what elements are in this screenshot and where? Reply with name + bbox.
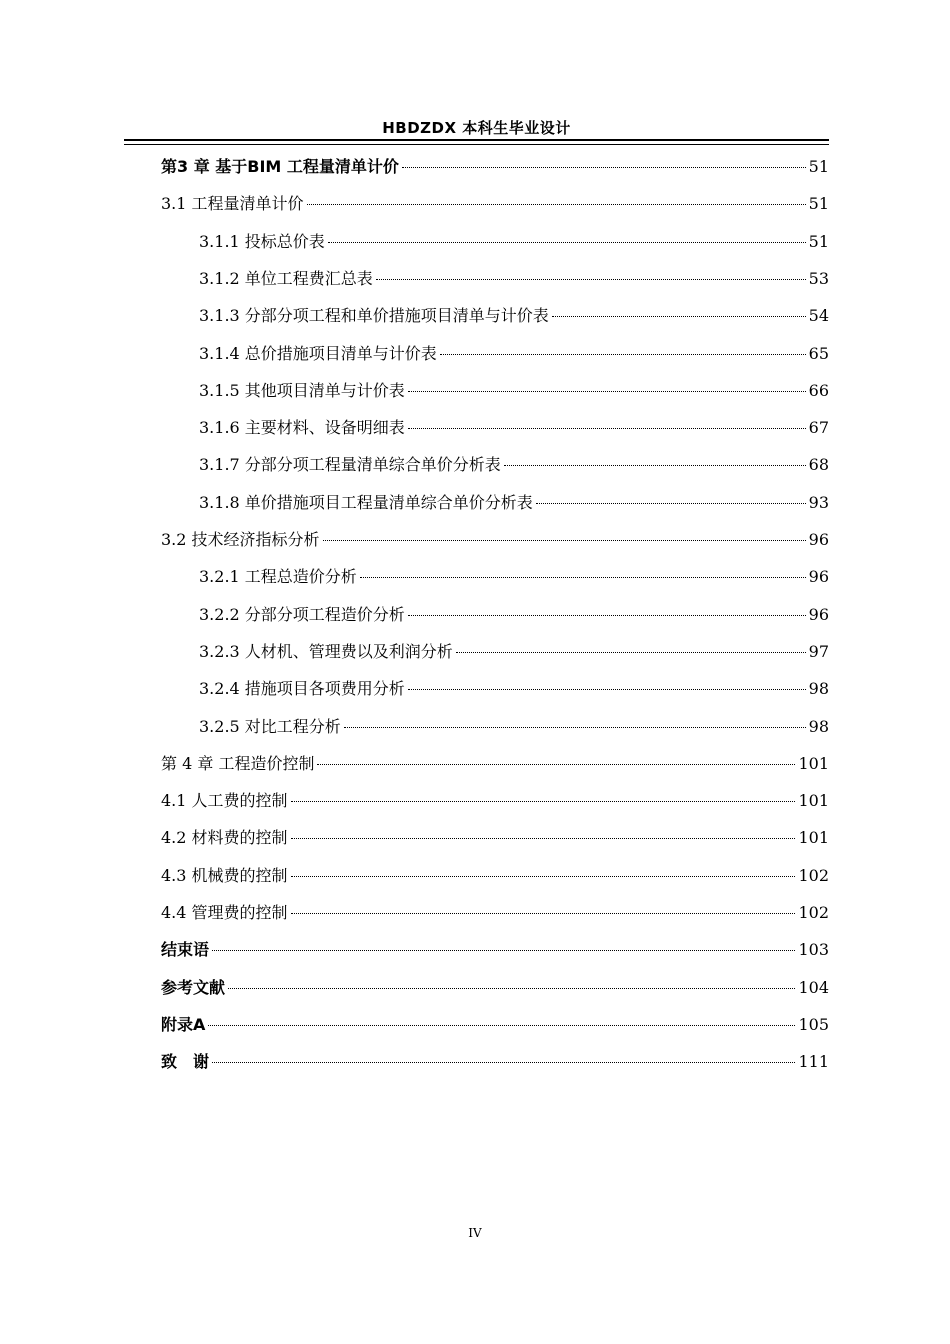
toc-entry[interactable] bbox=[161, 193, 829, 215]
toc-dot-leader bbox=[456, 652, 806, 653]
toc-entry-label: 3.1.8 单价措施项目工程量清单综合单价分析表 bbox=[199, 493, 533, 512]
toc-entry[interactable] bbox=[161, 939, 829, 961]
toc-dot-leader bbox=[212, 1062, 795, 1063]
toc-entry-page: 101 bbox=[798, 828, 829, 847]
toc-entry-page: 67 bbox=[808, 418, 829, 437]
toc-entry-page: 93 bbox=[808, 493, 829, 512]
toc-entry-label: 3.2.3 人材机、管理费以及利润分析 bbox=[199, 642, 453, 661]
toc-entry-label: 3.2.2 分部分项工程造价分析 bbox=[199, 605, 405, 624]
toc-entry-page: 96 bbox=[808, 605, 829, 624]
toc-entry-label: 4.1 人工费的控制 bbox=[161, 791, 288, 810]
header-rule-thick bbox=[124, 139, 829, 141]
toc-entry-page: 97 bbox=[808, 642, 829, 661]
toc-dot-leader bbox=[212, 950, 795, 951]
toc-entry[interactable] bbox=[199, 305, 829, 327]
toc-entry[interactable] bbox=[161, 977, 829, 999]
toc-entry-page: 102 bbox=[798, 903, 829, 922]
toc-entry[interactable] bbox=[161, 529, 829, 551]
toc-entry-label: 3.1 工程量清单计价 bbox=[161, 194, 304, 213]
toc-dot-leader bbox=[402, 167, 806, 168]
toc-dot-leader bbox=[307, 204, 806, 205]
toc-entry[interactable] bbox=[199, 417, 829, 439]
toc-entry-label: 3.1.5 其他项目清单与计价表 bbox=[199, 381, 405, 400]
toc-dot-leader bbox=[208, 1025, 795, 1026]
toc-dot-leader bbox=[552, 316, 806, 317]
toc-dot-leader bbox=[291, 801, 796, 802]
toc-entry[interactable] bbox=[199, 454, 829, 476]
toc-dot-leader bbox=[344, 727, 806, 728]
toc-dot-leader bbox=[408, 428, 806, 429]
toc-entry-label: 3.1.4 总价措施项目清单与计价表 bbox=[199, 344, 437, 363]
toc-entry[interactable] bbox=[199, 566, 829, 588]
toc-entry-page: 65 bbox=[808, 344, 829, 363]
toc-entry[interactable] bbox=[199, 678, 829, 700]
toc-entry-page: 53 bbox=[808, 269, 829, 288]
toc-dot-leader bbox=[291, 913, 796, 914]
toc-entry-page: 105 bbox=[798, 1015, 829, 1034]
toc-entry-label: 3.2 技术经济指标分析 bbox=[161, 530, 320, 549]
page-number: IV bbox=[468, 1226, 482, 1240]
toc-dot-leader bbox=[317, 764, 795, 765]
toc-entry[interactable] bbox=[199, 268, 829, 290]
toc-entry-page: 104 bbox=[798, 978, 829, 997]
toc-entry-page: 102 bbox=[798, 866, 829, 885]
toc-entry[interactable] bbox=[161, 1051, 829, 1073]
toc-entry-label: 3.1.6 主要材料、设备明细表 bbox=[199, 418, 405, 437]
toc-entry-label: 3.1.2 单位工程费汇总表 bbox=[199, 269, 373, 288]
toc-entry-label: 4.4 管理费的控制 bbox=[161, 903, 288, 922]
toc-entry-label: 致 谢 bbox=[161, 1052, 210, 1071]
toc-entry-page: 101 bbox=[798, 754, 829, 773]
toc-entry[interactable] bbox=[161, 827, 829, 849]
toc-entry-label: 4.2 材料费的控制 bbox=[161, 828, 288, 847]
toc-entry[interactable] bbox=[199, 716, 829, 738]
toc-entry-label: 第3 章 基于BIM 工程量清单计价 bbox=[161, 157, 399, 176]
toc-entry[interactable] bbox=[161, 156, 829, 178]
toc-dot-leader bbox=[536, 503, 806, 504]
toc-entry-page: 98 bbox=[808, 679, 829, 698]
toc-dot-leader bbox=[323, 540, 806, 541]
toc-dot-leader bbox=[360, 577, 806, 578]
toc-dot-leader bbox=[408, 689, 806, 690]
toc-entry-label: 附录A bbox=[161, 1015, 206, 1034]
toc-entry[interactable] bbox=[161, 1014, 829, 1036]
toc-entry-page: 51 bbox=[808, 194, 829, 213]
toc-entry-label: 3.2.1 工程总造价分析 bbox=[199, 567, 357, 586]
toc-entry[interactable] bbox=[199, 641, 829, 663]
toc-entry[interactable] bbox=[199, 492, 829, 514]
toc-entry[interactable] bbox=[199, 380, 829, 402]
toc-dot-leader bbox=[291, 876, 796, 877]
toc-entry-label: 3.1.3 分部分项工程和单价措施项目清单与计价表 bbox=[199, 306, 549, 325]
toc-entry-label: 4.3 机械费的控制 bbox=[161, 866, 288, 885]
toc-dot-leader bbox=[440, 354, 806, 355]
toc-entry-label: 3.2.4 措施项目各项费用分析 bbox=[199, 679, 405, 698]
toc-entry-page: 101 bbox=[798, 791, 829, 810]
toc-entry-page: 98 bbox=[808, 717, 829, 736]
toc-entry-label: 参考文献 bbox=[161, 978, 226, 997]
toc-entry-label: 结束语 bbox=[161, 940, 210, 959]
running-header: HBDZDX 本科生毕业设计 bbox=[382, 119, 571, 137]
toc-entry-page: 54 bbox=[808, 306, 829, 325]
toc-dot-leader bbox=[291, 838, 796, 839]
toc-entry-page: 51 bbox=[808, 232, 829, 251]
toc-entry-label: 3.1.7 分部分项工程量清单综合单价分析表 bbox=[199, 455, 501, 474]
toc-entry-page: 51 bbox=[808, 157, 829, 176]
toc-entry-page: 96 bbox=[808, 567, 829, 586]
toc-dot-leader bbox=[504, 465, 806, 466]
toc-entry-label: 3.2.5 对比工程分析 bbox=[199, 717, 341, 736]
toc-entry[interactable] bbox=[161, 753, 829, 775]
toc-entry[interactable] bbox=[199, 604, 829, 626]
toc-entry[interactable] bbox=[161, 865, 829, 887]
toc-entry-page: 103 bbox=[798, 940, 829, 959]
toc-dot-leader bbox=[328, 242, 806, 243]
toc-entry[interactable] bbox=[199, 343, 829, 365]
toc-entry-page: 66 bbox=[808, 381, 829, 400]
toc-dot-leader bbox=[408, 391, 806, 392]
toc-entry[interactable] bbox=[161, 902, 829, 924]
toc-entry[interactable] bbox=[199, 231, 829, 253]
toc-entry-page: 111 bbox=[798, 1052, 829, 1071]
header-rule-thin bbox=[124, 144, 829, 145]
toc-entry-page: 96 bbox=[808, 530, 829, 549]
toc-entry-page: 68 bbox=[808, 455, 829, 474]
toc-dot-leader bbox=[228, 988, 795, 989]
toc-dot-leader bbox=[376, 279, 806, 280]
toc-entry-label: 第 4 章 工程造价控制 bbox=[161, 754, 315, 773]
toc-entry[interactable] bbox=[161, 790, 829, 812]
toc-entry-label: 3.1.1 投标总价表 bbox=[199, 232, 325, 251]
toc-dot-leader bbox=[408, 615, 806, 616]
